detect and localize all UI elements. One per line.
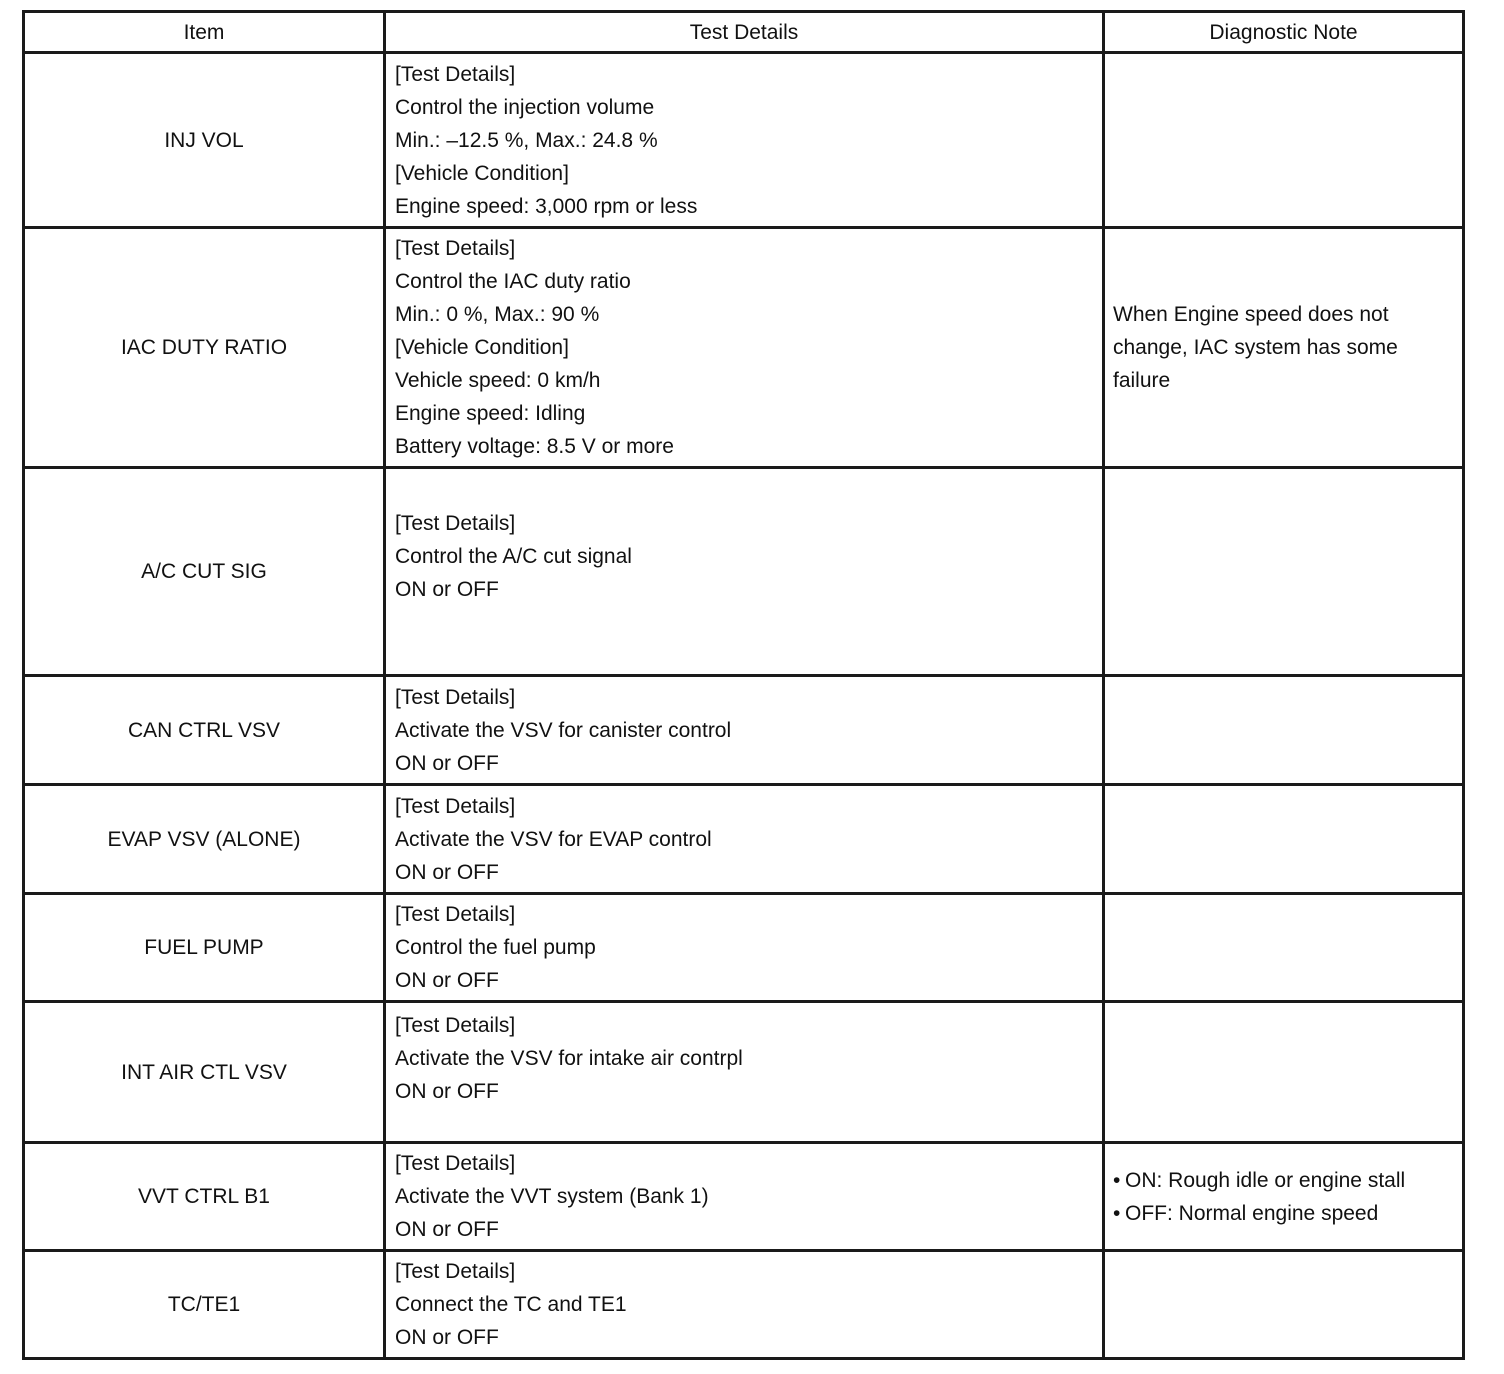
test-line: ON or OFF [395,1080,499,1103]
item-cell: INJ VOL [24,53,385,228]
test-line: [Test Details] [395,1152,516,1175]
header-row [24,12,1464,53]
diagnostic-note-cell [1104,468,1464,676]
test-line: Activate the VVT system (Bank 1) [395,1185,709,1208]
diagnostic-note-cell [1104,1143,1464,1251]
test-line: ON or OFF [395,969,499,992]
diagnostic-note-cell [1104,785,1464,894]
test-line: [Vehicle Condition] [395,161,569,185]
test-line: [Test Details] [395,237,516,260]
table-row [24,228,1464,468]
test-line: ON or OFF [395,1218,499,1241]
item-cell: EVAP VSV (ALONE) [24,785,385,894]
item-cell: A/C CUT SIG [24,468,385,676]
test-details-cell [385,1143,1104,1251]
test-line: [Vehicle Condition] [395,336,569,359]
diagnostic-note-cell [1104,894,1464,1002]
test-line: Activate the VSV for canister control [395,718,732,742]
table-row [24,676,1464,785]
test-line: [Test Details] [395,1260,516,1283]
diagnostic-note-cell [1104,1002,1464,1143]
note-bullet-text: OFF: Normal engine speed [1125,1201,1379,1225]
note-bullet-item [1113,1197,1454,1230]
note-bullet-text: ON: Rough idle or engine stall [1125,1168,1406,1192]
item-cell: VVT CTRL B1 [24,1143,385,1251]
table-row [24,785,1464,894]
test-line: Activate the VSV for EVAP control [395,827,712,851]
item-cell: TC/TE1 [24,1251,385,1359]
diagnostic-note-cell [1104,1251,1464,1359]
test-line: Control the injection volume [395,95,655,119]
test-line: [Test Details] [395,903,516,926]
test-line: ON or OFF [395,751,499,775]
table-row [24,894,1464,1002]
test-details-cell [385,894,1104,1002]
test-line: Battery voltage: 8.5 V or more [395,435,674,458]
test-details-cell [385,1002,1104,1143]
note-bullet-item [1113,1164,1454,1197]
item-cell: FUEL PUMP [24,894,385,1002]
diagnostic-note-cell [1104,228,1464,468]
header-test-details: Test Details [385,12,1104,53]
test-details-cell [385,1251,1104,1359]
header-item: Item [24,12,385,53]
test-line: Min.: 0 %, Max.: 90 % [395,303,600,326]
test-line: Vehicle speed: 0 km/h [395,369,601,392]
header-diagnostic-note: Diagnostic Note [1104,12,1464,53]
item-cell: INT AIR CTL VSV [24,1002,385,1143]
test-line: Connect the TC and TE1 [395,1293,627,1316]
test-line: [Test Details] [395,1014,516,1037]
test-line: Control the fuel pump [395,936,596,959]
test-details-cell [385,53,1104,228]
test-line: ON or OFF [395,1326,499,1349]
test-line: Engine speed: Idling [395,402,586,425]
diagnostic-note-text: When Engine speed does not change, IAC system has some failure [1113,303,1398,392]
item-cell: CAN CTRL VSV [24,676,385,785]
test-line: [Test Details] [395,62,516,86]
test-line: Min.: –12.5 %, Max.: 24.8 % [395,128,658,152]
test-line: [Test Details] [395,794,516,818]
item-cell: IAC DUTY RATIO [24,228,385,468]
test-details-cell [385,785,1104,894]
test-line: Control the IAC duty ratio [395,270,631,293]
test-details-cell [385,468,1104,676]
test-line: [Test Details] [395,685,516,709]
table-row [24,1251,1464,1359]
table-row [24,1143,1464,1251]
test-details-cell [385,676,1104,785]
diagnostic-table [22,10,1465,1360]
test-line: Engine speed: 3,000 rpm or less [395,194,698,218]
test-line: Activate the VSV for intake air contrpl [395,1047,743,1070]
test-line: Control the A/C cut signal [395,545,632,568]
test-details-cell [385,228,1104,468]
table-row [24,1002,1464,1143]
bullet-icon: • [1113,1201,1121,1225]
test-line: ON or OFF [395,578,499,601]
test-line: [Test Details] [395,512,516,535]
table-row [24,53,1464,228]
diagnostic-note-cell [1104,53,1464,228]
diagnostic-note-cell [1104,676,1464,785]
table-row [24,468,1464,676]
test-line: ON or OFF [395,860,499,884]
bullet-icon: • [1113,1168,1121,1192]
